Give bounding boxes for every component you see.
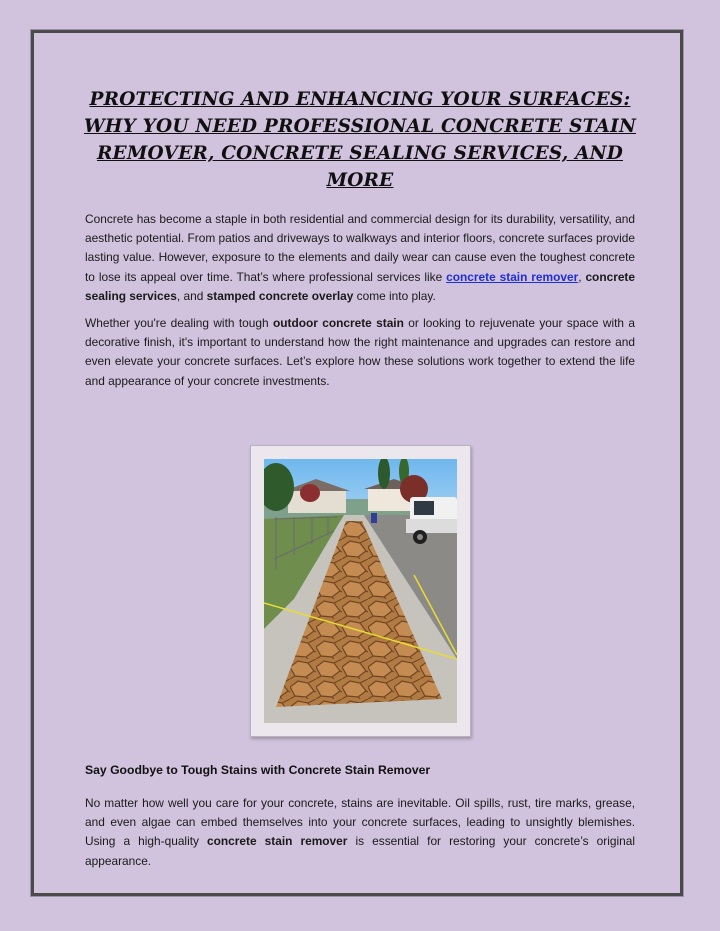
section-text-1: No matter how well you care for your concrete, stains are inevitable. Oil spills, rust, tire marks, grease, and even algae can embed themselves into your concrete surfaces, leading to unsightly blemishes. Using a high-quality	[85, 796, 635, 849]
intro-bold-1: concrete sealing services	[85, 269, 636, 303]
intro-text-1: Concrete has become a staple in both residential and commercial design for its durability, versatility, and aesthetic potential. From patios and driveways to walkways and interior floors, concrete surfaces provide lasting value. However, exposure to the elements and daily wear can cause even the toughest concrete to lose its appeal over time. That’s where professional services like	[85, 212, 635, 284]
second-paragraph	[85, 314, 635, 391]
section-text-2: is essential for restoring your concrete’s original appearance.	[85, 834, 635, 868]
intro-text-3: come into play.	[353, 288, 436, 303]
section-paragraph	[85, 794, 635, 871]
intro-paragraph	[85, 210, 635, 306]
page-title: PROTECTING AND ENHANCING YOUR SURFACES: WHY YOU NEED PROFESSIONAL CONCRETE STAIN REMOVER, CONCRETE SEALING SERVICES, AND MORE	[83, 89, 637, 191]
section-bold-1: concrete stain remover	[207, 834, 348, 849]
intro-text-2: , and	[176, 288, 207, 303]
concrete-stain-remover-link[interactable]: concrete stain remover	[446, 269, 579, 284]
para2-text-1: Whether you're dealing with tough	[85, 316, 273, 330]
stamped-concrete-walkway-photo	[264, 459, 457, 723]
para2-text-2: or looking to rejuvenate your space with a decorative finish, it's important to understand how the right maintenance and upgrades can restore and even elevate your concrete surfaces. Let’s explore how these solutions work together to extend the life and appearance of your concrete investments.	[85, 316, 635, 388]
section-heading: Say Goodbye to Tough Stains with Concrete Stain Remover	[85, 763, 431, 777]
para2-bold-1: outdoor concrete stain	[272, 316, 404, 330]
intro-bold-2: stamped concrete overlay	[206, 288, 354, 303]
intro-sep: ,	[578, 269, 586, 284]
